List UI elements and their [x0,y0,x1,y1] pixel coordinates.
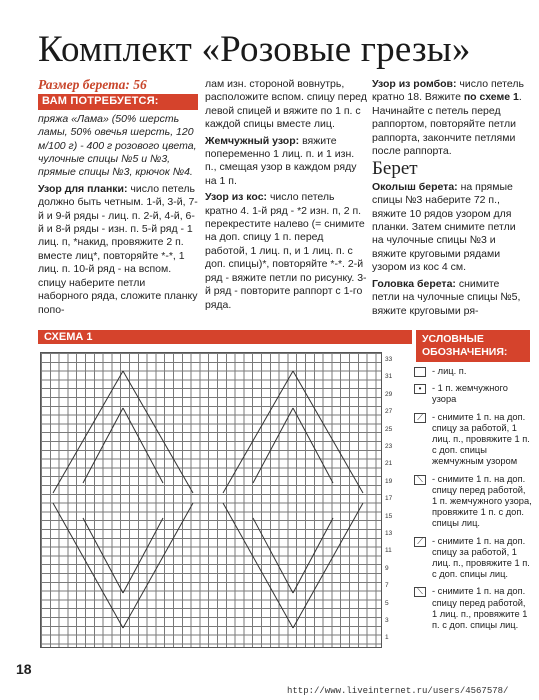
chart-row-number: 11 [385,547,392,555]
chart-row-number: 1 [385,634,389,642]
legend-item [414,536,532,581]
cable-text: число петель кратно 4. 1-й ряд - *2 изн. п, 2 п. перекрестите налево (= снимите на доп. спицу 1 п. перед работой, 1 лиц. п, и 1 лиц. п. с доп. спицы)*, повторяйте *-*. 2-й ряд - вяжите петли по рисунку. 3-й ряд - повторите раппорт с 1-го ряда. [205,191,367,311]
col2-top-text: лам изн. стороной вовнутрь, расположите вспом. спицу перед левой спицей и вяжите по 1 п. с каждой спицы вместе лиц. [205,78,367,131]
chart-row-number: 23 [385,443,393,450]
chart-row-number: 7 [385,582,389,590]
placket-paragraph [38,183,198,317]
materials-text: пряжа «Лама» (50% шерсть ламы, 50% овечья шерсть, 120 м/100 г) - 400 г розового цвета, чулочные спицы №5 и №3, прямые спицы №3, крючок №4. [38,112,197,179]
band-text: на прямые спицы №3 наберите 72 п., вяжите 10 рядов узором для планки. Затем снимите петли на чулочные спицы №3 и вяжите круговыми рядами узором из кос 4 см. [372,180,516,274]
legend-text: - 1 п. жемчужного узора [432,383,508,405]
chart-row-number: 13 [385,530,393,537]
source-url[interactable]: http://www.liveinternet.ru/users/4567578/ [287,686,509,696]
placket-text: число петель должно быть четным. 1-й, 3-й, 7-й и 9-й ряды - лиц. п. 2-й, 4-й, 6-й и 8-й ряды - изн. п. 5-й ряд - 1 лиц. п, *накид, провяжите 2 п. вместе лиц*, повторяйте *-*, 1 лиц. п. 10-й ряд - на вспом. спицу наберите петли наборного ряда, сложите планку попо- [38,182,198,316]
chart-row-number: 17 [385,495,393,503]
legend-item [414,383,532,405]
rhomb-label: Узор из ромбов: [372,78,457,90]
legend-symbol: ⟍ [414,587,426,597]
chart-row-number: 31 [385,373,393,381]
chart-row-number: 3 [385,617,389,624]
legend-item [414,586,532,631]
size-heading: Размер берета: 56 [38,77,147,92]
rhomb-text-2: . Начинайте с петель перед раппортом, повторяйте петли раппорта, закончите петлями после раппорта. [372,91,522,158]
chart-row-number: 21 [385,460,393,468]
chart-cable-mark [83,518,123,593]
chart-cable-mark [253,408,293,483]
legend-text: - лиц. п. [432,366,467,376]
rhomb-text-1: число петель кратно 18. Вяжите [372,78,524,104]
column-1 [38,78,198,320]
chart-row-number: 25 [385,425,393,433]
chart-row-number: 33 [385,356,393,363]
chart-cable-mark [123,371,193,493]
legend-text: - снимите 1 п. на доп. спицу перед работой, 1 лиц. п., провяжите 1 п. с доп. спицы лиц. [432,586,528,631]
schema-heading: СХЕМА 1 [38,330,412,344]
chart-cable-mark [293,518,333,593]
chart-cable-mark [53,371,123,493]
legend-list [414,366,532,637]
chart-row-number: 29 [385,390,393,398]
chart-cable-mark [53,503,123,628]
cable-paragraph [205,191,367,312]
chart-cable-mark [293,503,363,628]
chart-cable-mark [223,503,293,628]
chart-cable-mark [223,371,293,493]
chart-row-number: 9 [385,564,389,572]
chart-row-number: 5 [385,599,389,607]
column-3 [372,78,530,321]
chart-cable-mark [253,518,293,593]
page-title: Комплект «Розовые грезы» [38,29,471,70]
beret-heading: Берет [372,158,418,180]
chart-row-number: 19 [385,477,393,485]
chart-cable-mark [123,518,163,593]
chart-cable-mark [293,371,363,493]
chart-row-number: 15 [385,512,393,520]
placket-label: Узор для планки: [38,182,128,195]
rhomb-paragraph [372,78,530,158]
legend-item [414,474,532,530]
legend-text: - снимите 1 п. на доп. спицу за работой, 1 лиц. п., провяжите 1 п. с доп. спицы жемчужным узором [432,411,530,467]
legend-heading: УСЛОВНЫЕ ОБОЗНАЧЕНИЯ: [416,330,530,362]
crown-label: Головка берета: [372,277,456,290]
legend-item [414,366,532,377]
chart-cable-mark [83,408,123,483]
pearl-paragraph [205,135,367,189]
legend-symbol: ⟋ [414,537,426,547]
cable-label: Узор из кос: [205,191,268,204]
chart-cable-mark [293,408,333,483]
chart-cable-mark [123,408,163,483]
legend-symbol: • [414,384,426,394]
chart-row-numbers [385,352,407,648]
chart-pattern [41,353,381,647]
legend-symbol: ⟍ [414,475,426,485]
crown-text: снимите петли на чулочные спицы №5, вяжите круговыми ря- [372,277,521,317]
crown-paragraph [372,278,530,318]
band-label: Околыш берета: [372,180,458,193]
legend-symbol: ⟋ [414,413,426,423]
legend-symbol [414,367,426,377]
legend-item [414,412,532,468]
rhomb-schema-ref: по схеме 1 [463,91,519,104]
legend-text: - снимите 1 п. на доп. спицу за работой, 1 лиц. п., провяжите 1 п. с доп. спицы лиц. [432,535,530,580]
knitting-chart [40,352,382,648]
pearl-text: вяжите попеременно 1 лиц. п. и 1 изн. п., смещая узор в каждом ряду на 1 п. [205,134,357,187]
column-2 [205,78,367,315]
legend-text: - снимите 1 п. на доп. спицу перед работой, 1 п. жемчужного узора, провяжите 1 п. с доп. спицы лиц. [432,473,532,529]
chart-row-number: 27 [385,408,393,416]
page-number: 18 [16,661,32,677]
band-paragraph [372,181,530,275]
pearl-label: Жемчужный узор: [205,134,300,147]
chart-cable-mark [123,503,193,628]
materials-heading: ВАМ ПОТРЕБУЕТСЯ: [38,94,198,109]
